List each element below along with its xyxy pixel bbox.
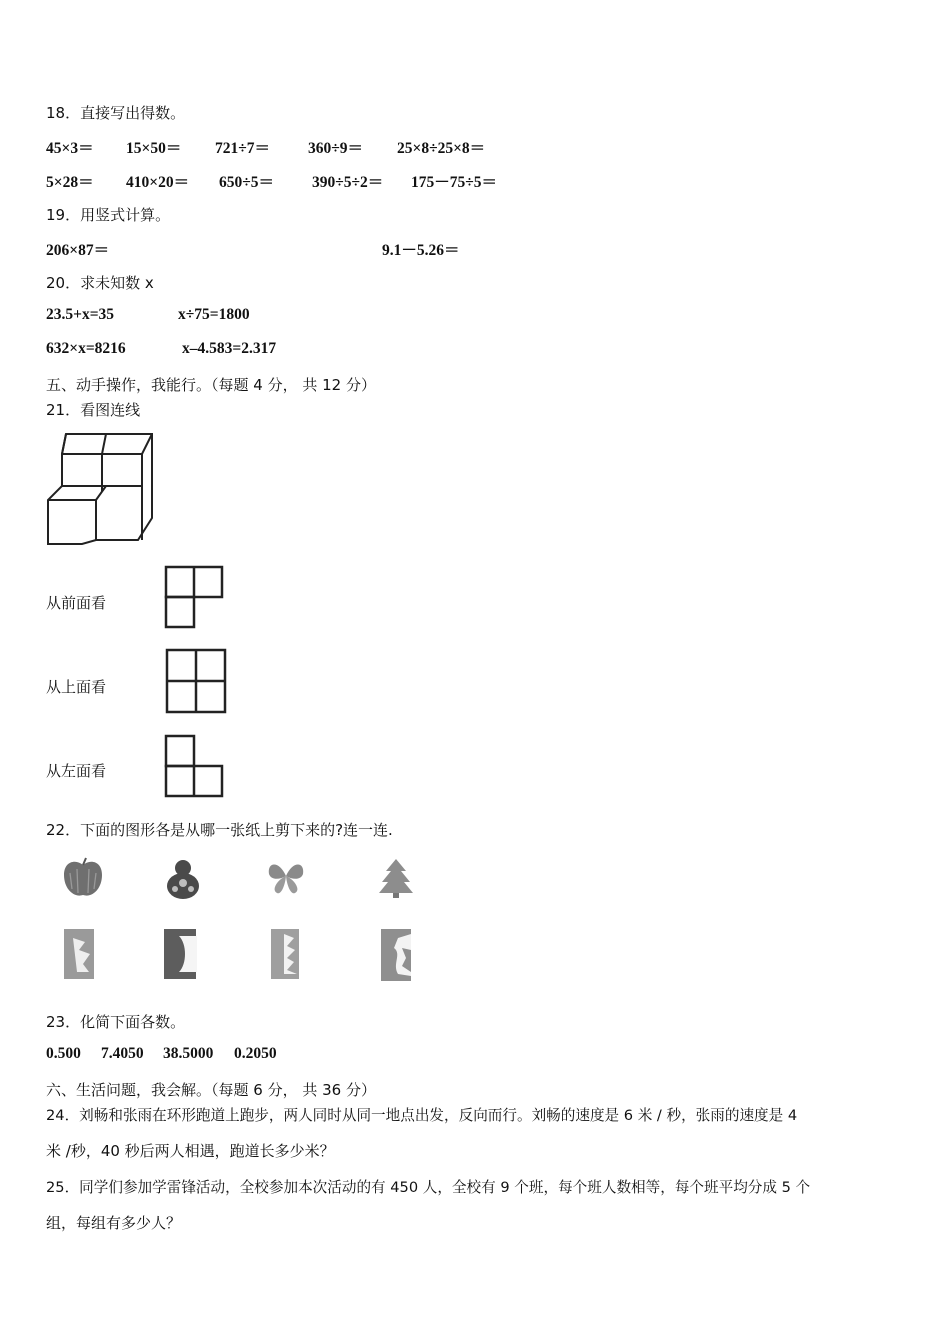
q22-title: 22．下面的图形各是从哪一张纸上剪下来的?连一连. xyxy=(46,821,393,839)
q20-title: 20．求未知数 x xyxy=(46,274,154,292)
q18-r2-c1: 5×28＝ xyxy=(46,174,94,191)
apple-cutout-icon xyxy=(62,857,104,899)
q24-line-2: 米 /秒，40 秒后两人相遇，跑道长多少米？ xyxy=(46,1142,335,1160)
q18-r2-c2: 410×20＝ xyxy=(126,174,190,191)
view-label-left: 从左面看 xyxy=(46,762,107,780)
paper-sheet-2-icon xyxy=(163,928,197,980)
q18-r2-c3: 650÷5＝ xyxy=(219,174,275,191)
q23-number-2: 7.4050 xyxy=(101,1045,144,1062)
view-front-grid xyxy=(165,566,223,628)
q23-number-4: 0.2050 xyxy=(234,1045,277,1062)
q18-r1-c3: 721÷7＝ xyxy=(215,140,271,157)
cube-solid-figure xyxy=(46,430,156,548)
q23-number-3: 38.5000 xyxy=(163,1045,214,1062)
q25-line-2: 组，每组有多少人？ xyxy=(46,1214,182,1232)
q23-title: 23．化简下面各数。 xyxy=(46,1013,186,1031)
section-6-heading: 六、生活问题，我会解。（每题 6 分， 共 36 分） xyxy=(46,1081,376,1099)
q21-title: 21．看图连线 xyxy=(46,401,141,419)
q18-r1-c2: 15×50＝ xyxy=(126,140,182,157)
q18-r1-c1: 45×3＝ xyxy=(46,140,94,157)
q20-r2-c2: x–4.583=2.317 xyxy=(182,340,277,357)
q20-r2-c1: 632×x=8216 xyxy=(46,340,126,357)
q18-r2-c5: 175－75÷5＝ xyxy=(411,174,498,191)
q18-r2-c4: 390÷5÷2＝ xyxy=(312,174,384,191)
gourd-cutout-icon xyxy=(165,856,201,900)
section-5-heading: 五、动手操作，我能行。（每题 4 分， 共 12 分） xyxy=(46,376,376,394)
paper-sheet-4-icon xyxy=(380,928,412,982)
q24-line-1: 24．刘畅和张雨在环形跑道上跑步，两人同时从同一地点出发，反向而行。刘畅的速度是 6 米 / 秒，张雨的速度是 4 xyxy=(46,1107,798,1124)
q18-title: 18．直接写出得数。 xyxy=(46,104,186,122)
tree-cutout-icon xyxy=(377,857,415,899)
q19-item-1: 206×87＝ xyxy=(46,242,110,259)
q18-r1-c5: 25×8÷25×8＝ xyxy=(397,140,486,157)
q20-r1-c2: x÷75=1800 xyxy=(178,306,250,323)
view-label-front: 从前面看 xyxy=(46,594,107,612)
q19-title: 19．用竖式计算。 xyxy=(46,206,171,224)
view-top-grid xyxy=(166,649,226,713)
view-label-top: 从上面看 xyxy=(46,678,107,696)
q20-r1-c1: 23.5+x=35 xyxy=(46,306,115,323)
q18-r1-c4: 360÷9＝ xyxy=(308,140,364,157)
paper-sheet-3-icon xyxy=(270,928,300,980)
q19-item-2: 9.1－5.26＝ xyxy=(382,242,460,259)
q25-line-1: 25．同学们参加学雷锋活动，全校参加本次活动的有 450 人，全校有 9 个班，每个班人数相等，每个班平均分成 5 个 xyxy=(46,1179,811,1196)
view-left-grid xyxy=(165,735,223,797)
butterfly-cutout-icon xyxy=(265,858,307,896)
paper-sheet-1-icon xyxy=(63,928,95,980)
q23-number-1: 0.500 xyxy=(46,1045,81,1062)
